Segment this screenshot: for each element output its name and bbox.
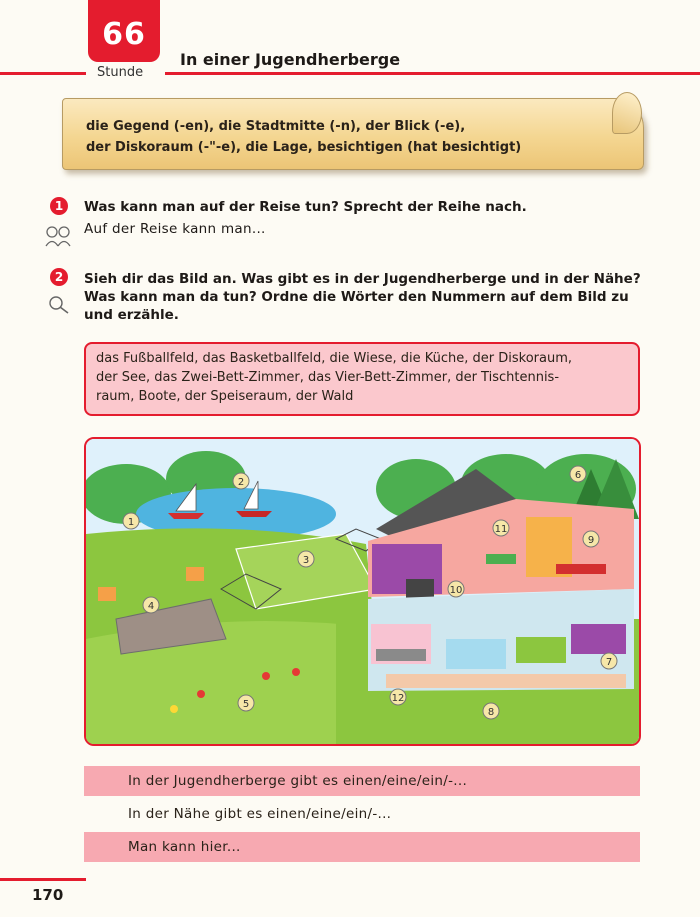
marker-4	[143, 597, 159, 613]
svg-text:8: 8	[487, 707, 495, 718]
svg-text:5: 5	[242, 699, 250, 710]
svg-text:12: 12	[391, 693, 405, 704]
svg-text:4: 4	[147, 601, 155, 612]
svg-text:6: 6	[574, 470, 582, 481]
svg-text:9: 9	[587, 535, 595, 546]
marker-6	[570, 466, 586, 482]
task2-line: Was kann man da tun? Ordne die Wörter den Nummern auf dem Bild zu	[84, 289, 629, 305]
magnifier-icon	[46, 293, 72, 320]
sentence-2: In der Nähe gibt es einen/eine/ein/-...	[128, 806, 392, 822]
word-line: raum, Boote, der Speiseraum, der Wald	[96, 389, 354, 404]
footer-rule	[0, 878, 86, 881]
vocab-line: die Gegend (-en), die Stadtmitte (-n), der Blick (-e),	[86, 119, 466, 134]
page-title: In einer Jugendherberge	[180, 50, 401, 69]
marker-3	[298, 551, 314, 567]
marker-10	[448, 581, 464, 597]
sentence-1: In der Jugendherberge gibt es einen/eine/ein/-...	[128, 773, 468, 789]
word-line: der See, das Zwei-Bett-Zimmer, das Vier-Bett-Zimmer, der Tischtennis-	[96, 370, 560, 385]
task2-instruction	[84, 270, 644, 324]
svg-text:10: 10	[449, 585, 463, 596]
svg-text:7: 7	[605, 657, 613, 668]
marker-1	[123, 513, 139, 529]
vocab-list	[86, 116, 626, 158]
task-number-2: 2	[50, 268, 68, 286]
word-line: das Fußballfeld, das Basketballfeld, die Wiese, die Küche, der Diskoraum,	[96, 351, 573, 366]
task-number-1: 1	[50, 197, 68, 215]
page-number: 170	[32, 886, 64, 904]
marker-8	[483, 703, 499, 719]
marker-2	[233, 473, 249, 489]
task1-prompt: Auf der Reise kann man...	[84, 221, 266, 237]
svg-text:2: 2	[237, 477, 245, 488]
svg-text:11: 11	[494, 524, 508, 535]
svg-text:1: 1	[127, 517, 135, 528]
youth-hostel-illustration	[84, 437, 641, 746]
header-rule-right	[165, 72, 700, 75]
lesson-number-badge: 66	[88, 0, 160, 62]
sentence-3: Man kann hier...	[128, 839, 241, 855]
word-list	[96, 349, 632, 406]
marker-7	[601, 653, 617, 669]
lesson-label: Stunde	[97, 65, 144, 80]
marker-5	[238, 695, 254, 711]
header-rule-left	[0, 72, 86, 75]
task2-line: Sieh dir das Bild an. Was gibt es in der Jugendherberge und in der Nähe?	[84, 271, 641, 287]
svg-text:3: 3	[302, 555, 310, 566]
marker-9	[583, 531, 599, 547]
task1-instruction: Was kann man auf der Reise tun? Sprecht der Reihe nach.	[84, 199, 527, 215]
marker-12	[390, 689, 406, 705]
marker-11	[493, 520, 509, 536]
pair-talk-icon	[44, 224, 72, 253]
task2-line: und erzähle.	[84, 307, 179, 323]
vocab-line: der Diskoraum (-"-e), die Lage, besichtigen (hat besichtigt)	[86, 140, 522, 155]
